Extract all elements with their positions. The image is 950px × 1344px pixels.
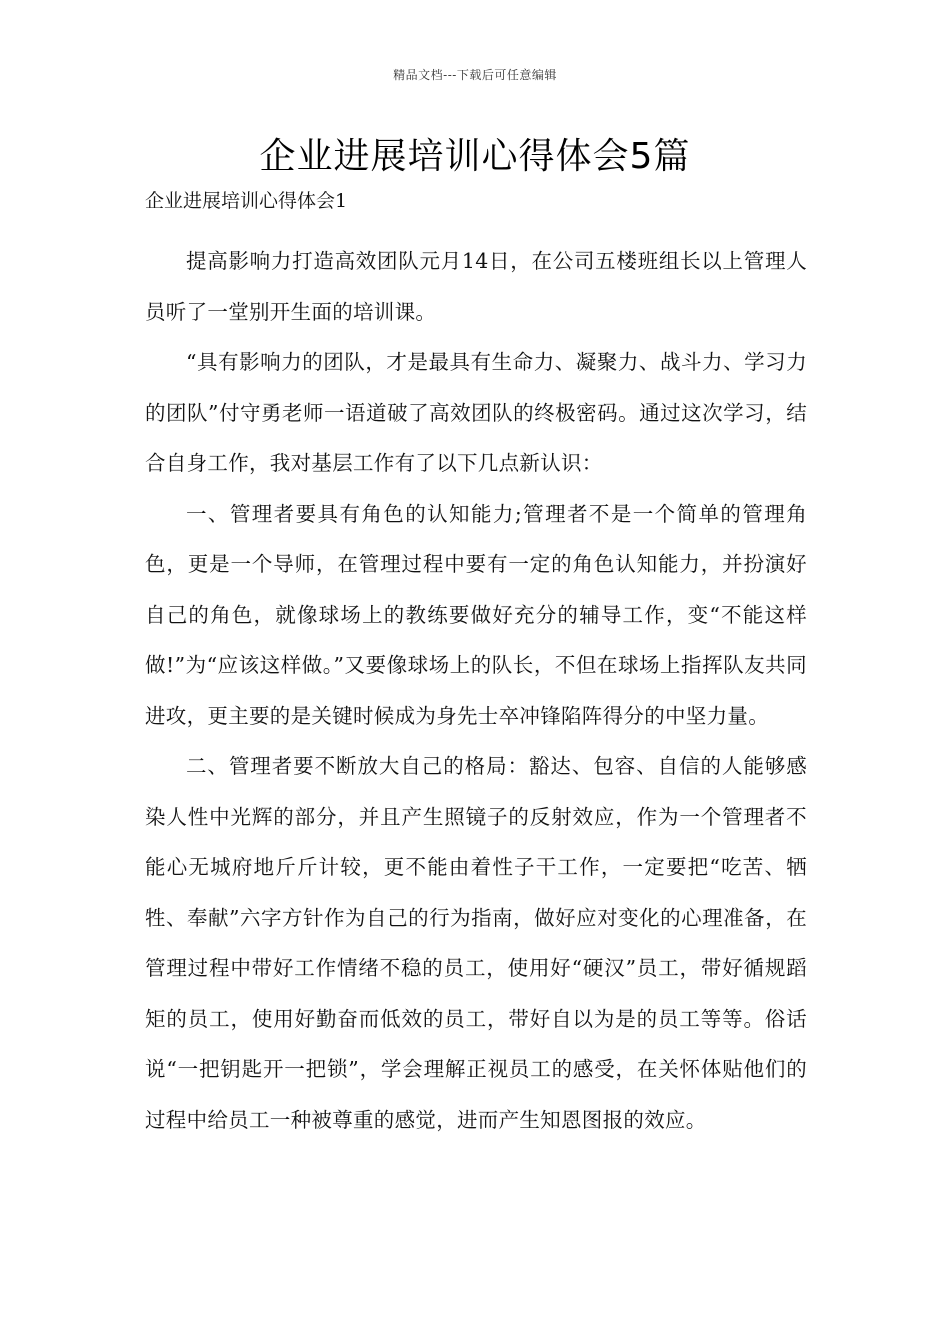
section-heading: 企业进展培训心得体会1 xyxy=(145,190,348,212)
paragraph-point-two: 二、管理者要不断放大自己的格局：豁达、包容、自信的人能够感染人性中光辉的部分，并且产生照镜子的反射效应，作为一个管理者不能心无城府地斤斤计较，更不能由着性子干工作，一定要把“吃苦、牺牲、奉献”六字方针作为自己的行为指南，做好应对变化的心理准备，在管理过程中带好工作情绪不稳的员工，使用好“硬汉”员工，带好循规蹈矩的员工，使用好勤奋而低效的员工，带好自以为是的员工等等。俗话说“一把钥匙开一把锁”，学会理解正视员工的感受，在关怀体贴他们的过程中给员工一种被尊重的感觉，进而产生知恩图报的效应。 xyxy=(145,754,807,1132)
paragraph-point-one: 一、管理者要具有角色的认知能力;管理者不是一个简单的管理角色，更是一个导师，在管理过程中要有一定的角色认知能力，并扮演好自己的角色，就像球场上的教练要做好充分的辅导工作，变“不能这样做!”为“应该这样做。”又要像球场上的队长，不但在球场上指挥队友共同进攻，更主要的是关键时候成为身先士卒冲锋陷阵得分的中坚力量。 xyxy=(145,501,807,728)
document-body xyxy=(145,186,807,1145)
paragraph-intro: 提高影响力打造高效团队元月14日，在公司五楼班组长以上管理人员听了一堂别开生面的培训课。 xyxy=(145,249,807,324)
header-note: 精品文档---下载后可任意编辑 xyxy=(393,68,557,82)
paragraph-quote: “具有影响力的团队，才是最具有生命力、凝聚力、战斗力、学习力的团队”付守勇老师一语道破了高效团队的终极密码。通过这次学习，结合自身工作，我对基层工作有了以下几点新认识： xyxy=(145,350,807,475)
document-title: 企业进展培训心得体会5篇 xyxy=(259,136,691,177)
